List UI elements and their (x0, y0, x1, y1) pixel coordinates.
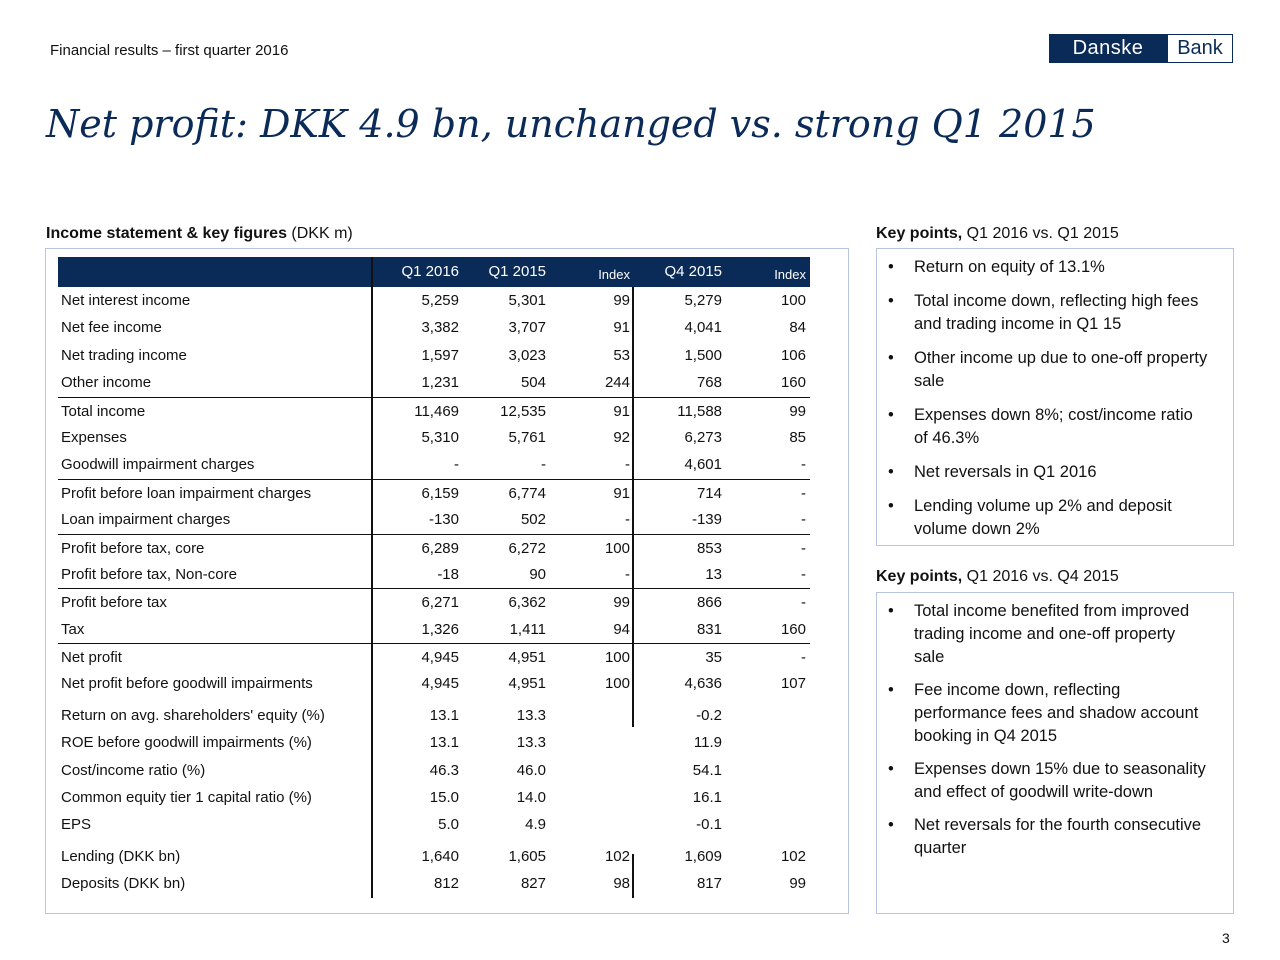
table-cell: -139 (691, 511, 722, 529)
table-cell: 3,023 (508, 346, 546, 364)
row-label: Profit before tax, core (61, 539, 205, 557)
table-row (58, 588, 810, 615)
table-cell: 6,159 (421, 484, 459, 502)
row-label: Lending (DKK bn) (61, 847, 181, 865)
table-cell: 94 (613, 620, 630, 638)
table-cell: - (801, 565, 806, 583)
row-label: Net profit (61, 649, 122, 667)
table-row (58, 314, 810, 341)
table-cell: 5,301 (508, 292, 546, 309)
table-row (58, 451, 810, 478)
row-label: Common equity tier 1 capital ratio (%) (61, 789, 312, 807)
key-point-item: • Net reversals in Q1 2016 (878, 461, 1208, 484)
key-point-item: • Fee income down, reflecting performance fees and shadow account booking in Q4 2015 (878, 679, 1208, 748)
table-cell: 5,279 (684, 292, 722, 309)
table-cell: 91 (613, 484, 630, 502)
table-row (58, 479, 810, 506)
table-cell: - (801, 456, 806, 474)
key-point-item: • Total income benefited from improved trading income and one-off property sale (878, 600, 1208, 669)
col-header-index-2: Index (774, 267, 806, 282)
table-cell: 13.3 (516, 706, 546, 724)
table-cell: 1,597 (421, 346, 459, 364)
table-cell: 85 (789, 428, 806, 446)
table-row (58, 729, 810, 756)
table-cell: 14.0 (516, 789, 546, 807)
table-cell: 13.1 (429, 734, 459, 752)
row-label: Cost/income ratio (%) (61, 761, 206, 779)
table-row (58, 811, 810, 838)
column-divider (632, 854, 634, 898)
table-cell: 160 (780, 620, 806, 638)
table-cell: 102 (780, 847, 806, 865)
table-cell: 4,041 (684, 319, 722, 337)
table-row (58, 870, 810, 897)
col-header-q4-2015: Q4 2015 (664, 263, 722, 280)
table-row (58, 342, 810, 369)
table-cell: 1,326 (421, 620, 459, 638)
table-cell (548, 702, 630, 729)
key-points-q1-list (878, 256, 1208, 541)
table-cell: 11,588 (677, 402, 722, 420)
table-row (58, 424, 810, 451)
key-points-q1-heading-rest: Q1 2016 vs. Q1 2015 (962, 225, 1119, 242)
row-label: Return on avg. shareholders' equity (%) (61, 706, 325, 724)
table-cell: 102 (604, 847, 630, 865)
table-cell: - (625, 565, 630, 583)
column-divider (632, 287, 634, 727)
key-point-item: • Lending volume up 2% and deposit volume down 2% (878, 495, 1208, 541)
table-cell: 53 (613, 346, 630, 364)
table-cell: 54.1 (692, 761, 722, 779)
table-cell: 100 (604, 649, 630, 667)
row-label: Tax (61, 620, 85, 638)
table-cell (726, 757, 806, 784)
table-cell: 46.3 (429, 761, 459, 779)
table-cell: 1,609 (684, 847, 722, 865)
row-label: ROE before goodwill impairments (%) (61, 734, 312, 752)
col-header-q1-2016: Q1 2016 (401, 263, 459, 280)
key-points-q4-heading (876, 568, 1119, 586)
table-cell: 3,382 (421, 319, 459, 337)
table-row (58, 784, 810, 811)
table-row (58, 702, 810, 729)
table-cell: - (801, 649, 806, 667)
table-cell: 90 (529, 565, 546, 583)
table-cell: 4,951 (508, 675, 546, 693)
income-statement-heading-unit: (DKK m) (286, 225, 353, 242)
row-label: EPS (61, 816, 92, 834)
table-row (58, 843, 810, 870)
table-cell: 504 (520, 374, 546, 392)
table-cell: - (801, 511, 806, 529)
slide-subtitle: Financial results – first quarter 2016 (50, 42, 289, 59)
key-points-q4-heading-rest: Q1 2016 vs. Q4 2015 (962, 568, 1119, 585)
table-row (58, 670, 810, 697)
slide-title: Net profit: DKK 4.9 bn, unchanged vs. strong Q1 2015 (46, 102, 1096, 146)
table-cell (726, 702, 806, 729)
table-cell: 92 (613, 428, 630, 446)
table-cell: 11,469 (414, 402, 459, 420)
table-cell: 502 (520, 511, 546, 529)
row-label: Profit before tax (61, 594, 167, 612)
table-cell: - (625, 511, 630, 529)
table-cell: 107 (780, 675, 806, 693)
table-cell: 100 (604, 675, 630, 693)
page-number: 3 (1222, 930, 1230, 946)
column-divider (371, 257, 373, 898)
table-cell: - (801, 484, 806, 502)
table-row (58, 757, 810, 784)
table-cell: 1,231 (421, 374, 459, 392)
key-point-item: • Return on equity of 13.1% (878, 256, 1208, 279)
table-cell: 35 (705, 649, 722, 667)
table-cell: - (454, 456, 459, 474)
table-cell: 12,535 (500, 402, 546, 420)
table-cell: 98 (613, 875, 630, 893)
row-label: Net trading income (61, 346, 187, 364)
table-cell (726, 729, 806, 756)
table-cell: 4,945 (421, 675, 459, 693)
table-cell: 84 (789, 319, 806, 337)
row-label: Total income (61, 402, 146, 420)
table-cell: 99 (613, 292, 630, 309)
key-point-item: • Total income down, reflecting high fees and trading income in Q1 15 (878, 290, 1208, 336)
table-cell: 1,640 (421, 847, 459, 865)
table-row (58, 534, 810, 561)
table-cell: 5,259 (421, 292, 459, 309)
row-label: Deposits (DKK bn) (61, 875, 186, 893)
table-cell: 866 (696, 594, 722, 612)
table-body (58, 287, 810, 898)
col-header-index-1: Index (598, 267, 630, 282)
row-label: Net fee income (61, 319, 162, 337)
income-statement-heading (46, 225, 353, 243)
row-label: Profit before loan impairment charges (61, 484, 312, 502)
income-statement-heading-bold: Income statement & key figures (46, 225, 287, 242)
key-point-item: • Expenses down 8%; cost/income ratio of 46.3% (878, 404, 1208, 450)
table-cell: -0.1 (696, 816, 722, 834)
table-cell: 1,411 (509, 620, 546, 638)
table-row (58, 397, 810, 424)
logo-danske: Danske (1050, 35, 1166, 62)
table-cell: 244 (604, 374, 630, 392)
table-cell: 4,601 (684, 456, 722, 474)
row-label: Net profit before goodwill impairments (61, 675, 313, 693)
table-cell: 6,774 (508, 484, 546, 502)
table-cell: 100 (604, 539, 630, 557)
table-cell: 160 (780, 374, 806, 392)
table-cell: 4,951 (508, 649, 546, 667)
table-row (58, 561, 810, 588)
table-cell: 5,761 (508, 428, 546, 446)
table-cell: 99 (613, 594, 630, 612)
table-cell: 11.9 (693, 734, 722, 752)
table-cell: 91 (613, 319, 630, 337)
key-points-q4-list (878, 600, 1208, 860)
table-cell: 13.1 (429, 706, 459, 724)
logo-bank: Bank (1166, 35, 1232, 62)
danske-bank-logo (1049, 34, 1233, 63)
table-cell (726, 784, 806, 811)
table-cell: 5,310 (421, 428, 459, 446)
table-cell: - (801, 539, 806, 557)
table-cell: 6,273 (684, 428, 722, 446)
table-cell: 768 (696, 374, 722, 392)
row-label: Profit before tax, Non-core (61, 565, 237, 583)
table-cell: 1,500 (684, 346, 722, 364)
income-statement-table (58, 257, 810, 898)
key-points-q1-heading (876, 225, 1119, 243)
table-cell: 6,289 (421, 539, 459, 557)
row-label: Loan impairment charges (61, 511, 231, 529)
table-cell (726, 811, 806, 838)
table-cell: 714 (696, 484, 722, 502)
table-cell: 15.0 (429, 789, 459, 807)
key-points-q1-heading-bold: Key points, (876, 225, 963, 242)
table-cell: 3,707 (508, 319, 546, 337)
table-cell: 6,362 (508, 594, 546, 612)
table-cell (548, 729, 630, 756)
table-cell (548, 784, 630, 811)
table-cell: 99 (789, 875, 806, 893)
row-label: Expenses (61, 428, 127, 446)
table-cell: - (801, 594, 806, 612)
key-point-item: • Net reversals for the fourth consecutive quarter (878, 814, 1208, 860)
table-cell: 6,271 (421, 594, 459, 612)
col-header-q1-2015: Q1 2015 (488, 263, 546, 280)
key-point-item: • Other income up due to one-off property sale (878, 347, 1208, 393)
row-label: Other income (61, 374, 152, 392)
table-cell: 91 (613, 402, 630, 420)
table-cell: 16.1 (692, 789, 722, 807)
table-cell: 100 (780, 292, 806, 309)
table-cell: 13.3 (516, 734, 546, 752)
row-label: Net interest income (61, 292, 191, 309)
table-header (58, 257, 810, 287)
table-cell: 6,272 (508, 539, 546, 557)
table-cell: 831 (696, 620, 722, 638)
table-cell: -130 (428, 511, 459, 529)
table-row (58, 369, 810, 396)
table-cell: 106 (780, 346, 806, 364)
table-cell: 13 (705, 565, 722, 583)
table-cell: 817 (696, 875, 722, 893)
table-cell: 99 (789, 402, 806, 420)
table-cell: 46.0 (516, 761, 546, 779)
table-cell: 4,945 (421, 649, 459, 667)
table-row (58, 506, 810, 533)
table-cell: 4,636 (684, 675, 722, 693)
table-cell: 827 (520, 875, 546, 893)
table-cell: 1,605 (508, 847, 546, 865)
table-cell (548, 757, 630, 784)
key-point-item: • Expenses down 15% due to seasonality and effect of goodwill write-down (878, 758, 1208, 804)
table-cell: 4.9 (525, 816, 546, 834)
table-cell: - (541, 456, 546, 474)
key-points-q4-heading-bold: Key points, (876, 568, 963, 585)
table-cell: -0.2 (696, 706, 722, 724)
table-cell (548, 811, 630, 838)
table-cell: 812 (433, 875, 459, 893)
table-row (58, 643, 810, 670)
row-label: Goodwill impairment charges (61, 456, 255, 474)
table-cell: 853 (696, 539, 722, 557)
table-row (58, 287, 810, 314)
table-cell: - (625, 456, 630, 474)
table-row (58, 616, 810, 643)
table-cell: 5.0 (438, 816, 459, 834)
table-cell: -18 (437, 565, 459, 583)
